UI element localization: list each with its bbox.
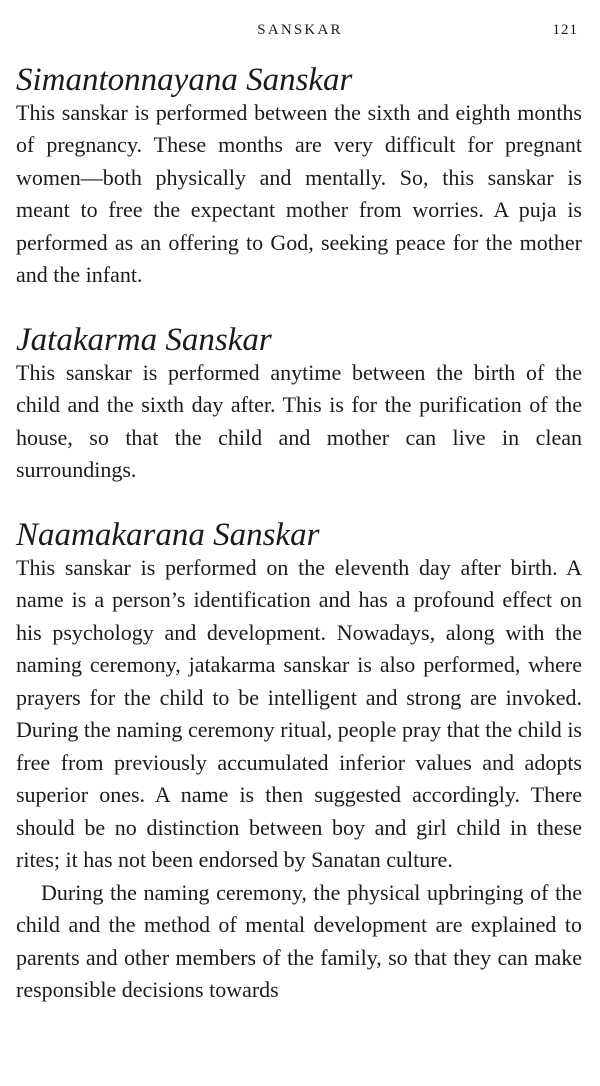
section-naamakarana [16, 519, 582, 1007]
page-body [16, 64, 582, 1039]
paragraph: This sanskar is performed between the sixth and eighth months of pregnancy. These months are very difficult for pregnant women—both physically and mentally. So, this sanskar is meant to free the expectant mother from worries. A puja is performed as an offering to God, seeking peace for the mother and the infant. [16, 99, 582, 287]
paragraph: This sanskar is performed anytime between the birth of the child and the sixth day after. This is for the purification of the house, so that the child and mother can live in clean surroundings. [16, 359, 582, 482]
paragraph: This sanskar is performed on the eleventh day after birth. A name is a person’s identification and has a profound effect on his psychology and development. Nowadays, along with the naming ceremony, jatakarma sanskar is also performed, where prayers for the child to be intelligent and strong are invoked. During the naming ceremony ritual, people pray that the child is free from previously accumulated inferior values and adopts superior ones. A name is then suggested accordingly. There should be no distinction between boy and girl child in these rites; it has not been endorsed by Sanatan culture. [16, 554, 582, 872]
section-jatakarma [16, 324, 582, 487]
page-number: 121 [552, 22, 578, 38]
section-heading: Jatakarma Sanskar [16, 322, 272, 358]
running-header [0, 20, 600, 40]
section-heading: Simantonnayana Sanskar [16, 62, 353, 98]
section-heading: Naamakarana Sanskar [16, 517, 320, 553]
section-simantonnayana [16, 64, 582, 292]
paragraph-continued: During the naming ceremony, the physical upbringing of the child and the method of mental development are explained to parents and other members of the family, so that they can make responsible decisions towards [16, 879, 582, 1002]
running-title: SANSKAR [257, 22, 343, 38]
